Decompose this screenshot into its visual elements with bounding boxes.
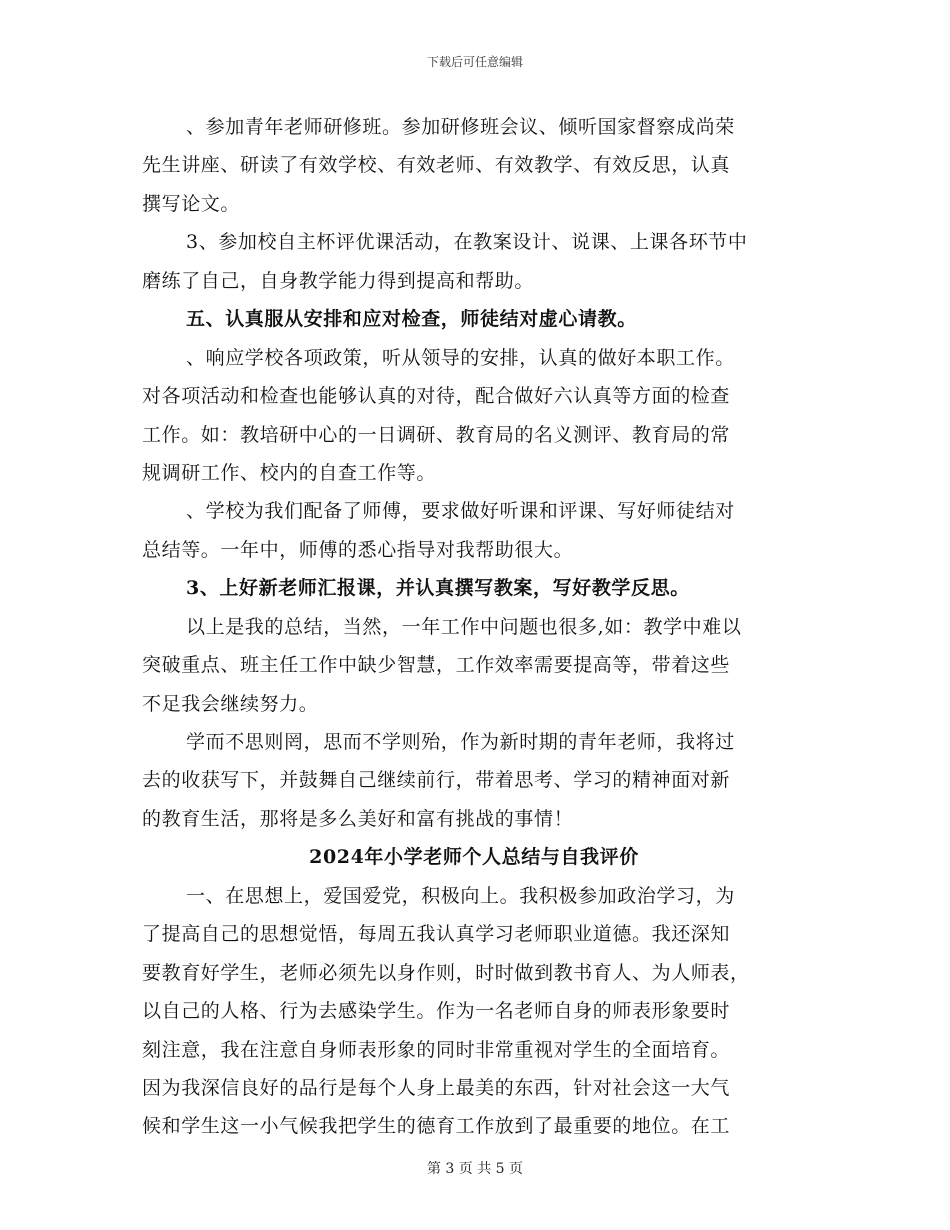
paragraph-line: 、学校为我们配备了师傅，要求做好听课和评课、写好师徒结对 [186, 500, 735, 523]
document-body [142, 108, 806, 1146]
paragraph-line: 规调研工作、校内的自查工作等。 [142, 461, 437, 484]
paragraph-line: 不足我会继续努力。 [142, 692, 319, 715]
paragraph-line: 3、参加校自主杯评优课活动，在教案设计、说课、上课各环节中 [186, 231, 748, 254]
paragraph-line: 了提高自己的思想觉悟，每周五我认真学习老师职业道德。我还深知 [142, 923, 731, 946]
paragraph-line: 刻注意，我在注意自身师表形象的同时非常重视对学生的全面培育。 [142, 1038, 731, 1061]
paragraph-line: 先生讲座、研读了有效学校、有效老师、有效教学、有效反思，认真 [142, 154, 731, 177]
paragraph-line: 以上是我的总结，当然，一年工作中问题也很多,如：教学中难以 [186, 615, 742, 638]
paragraph-line: 去的收获写下，并鼓舞自己继续前行，带着思考、学习的精神面对新 [142, 769, 731, 792]
paragraph-line: 因为我深信良好的品行是每个人身上最美的东西，针对社会这一大气 [142, 1076, 731, 1099]
paragraph-line: 要教育好学生，老师必须先以身作则，时时做到教书育人、为人师表， [142, 961, 750, 984]
paragraph-line: 对各项活动和检查也能够认真的对待，配合做好六认真等方面的检查 [142, 385, 731, 408]
paragraph-line: 一、在思想上，爱国爱党，积极向上。我积极参加政治学习，为 [186, 884, 735, 907]
section-heading-line: 五、认真服从安排和应对检查，师徒结对虚心请教。 [186, 308, 637, 331]
paragraph-line: 、参加青年老师研修班。参加研修班会议、倾听国家督察成尚荣 [186, 116, 735, 138]
section-heading-line: 3、上好新老师汇报课，并认真撰写教案，写好教学反思。 [186, 577, 690, 600]
paragraph-line: 突破重点、班主任工作中缺少智慧，工作效率需要提高等，带着这些 [142, 654, 731, 677]
paragraph-line: 磨练了自己，自身教学能力得到提高和帮助。 [142, 269, 535, 292]
section-title: 2024年小学老师个人总结与自我评价 [309, 846, 639, 869]
paragraph-line: 总结等。一年中，师傅的悉心指导对我帮助很大。 [142, 538, 574, 561]
paragraph-line: 撰写论文。 [142, 192, 241, 215]
page-footer: 第 3 页 共 5 页 [426, 1161, 524, 1177]
paragraph-line: 候和学生这一小气候我把学生的德育工作放到了最重要的地位。在工 [142, 1115, 731, 1138]
paragraph-line: 的教育生活，那将是多么美好和富有挑战的事情！ [142, 807, 574, 830]
paragraph-line: 以自己的人格、行为去感染学生。作为一名老师自身的师表形象要时 [142, 1000, 731, 1023]
paragraph-line: 工作。如：教培研中心的一日调研、教育局的名义测评、教育局的常 [142, 423, 731, 446]
paragraph-line: 、响应学校各项政策，听从领导的安排，认真的做好本职工作。 [186, 346, 735, 369]
paragraph-line: 学而不思则罔，思而不学则殆，作为新时期的青年老师，我将过 [186, 731, 735, 753]
page-header: 下载后可任意编辑 [426, 55, 523, 69]
